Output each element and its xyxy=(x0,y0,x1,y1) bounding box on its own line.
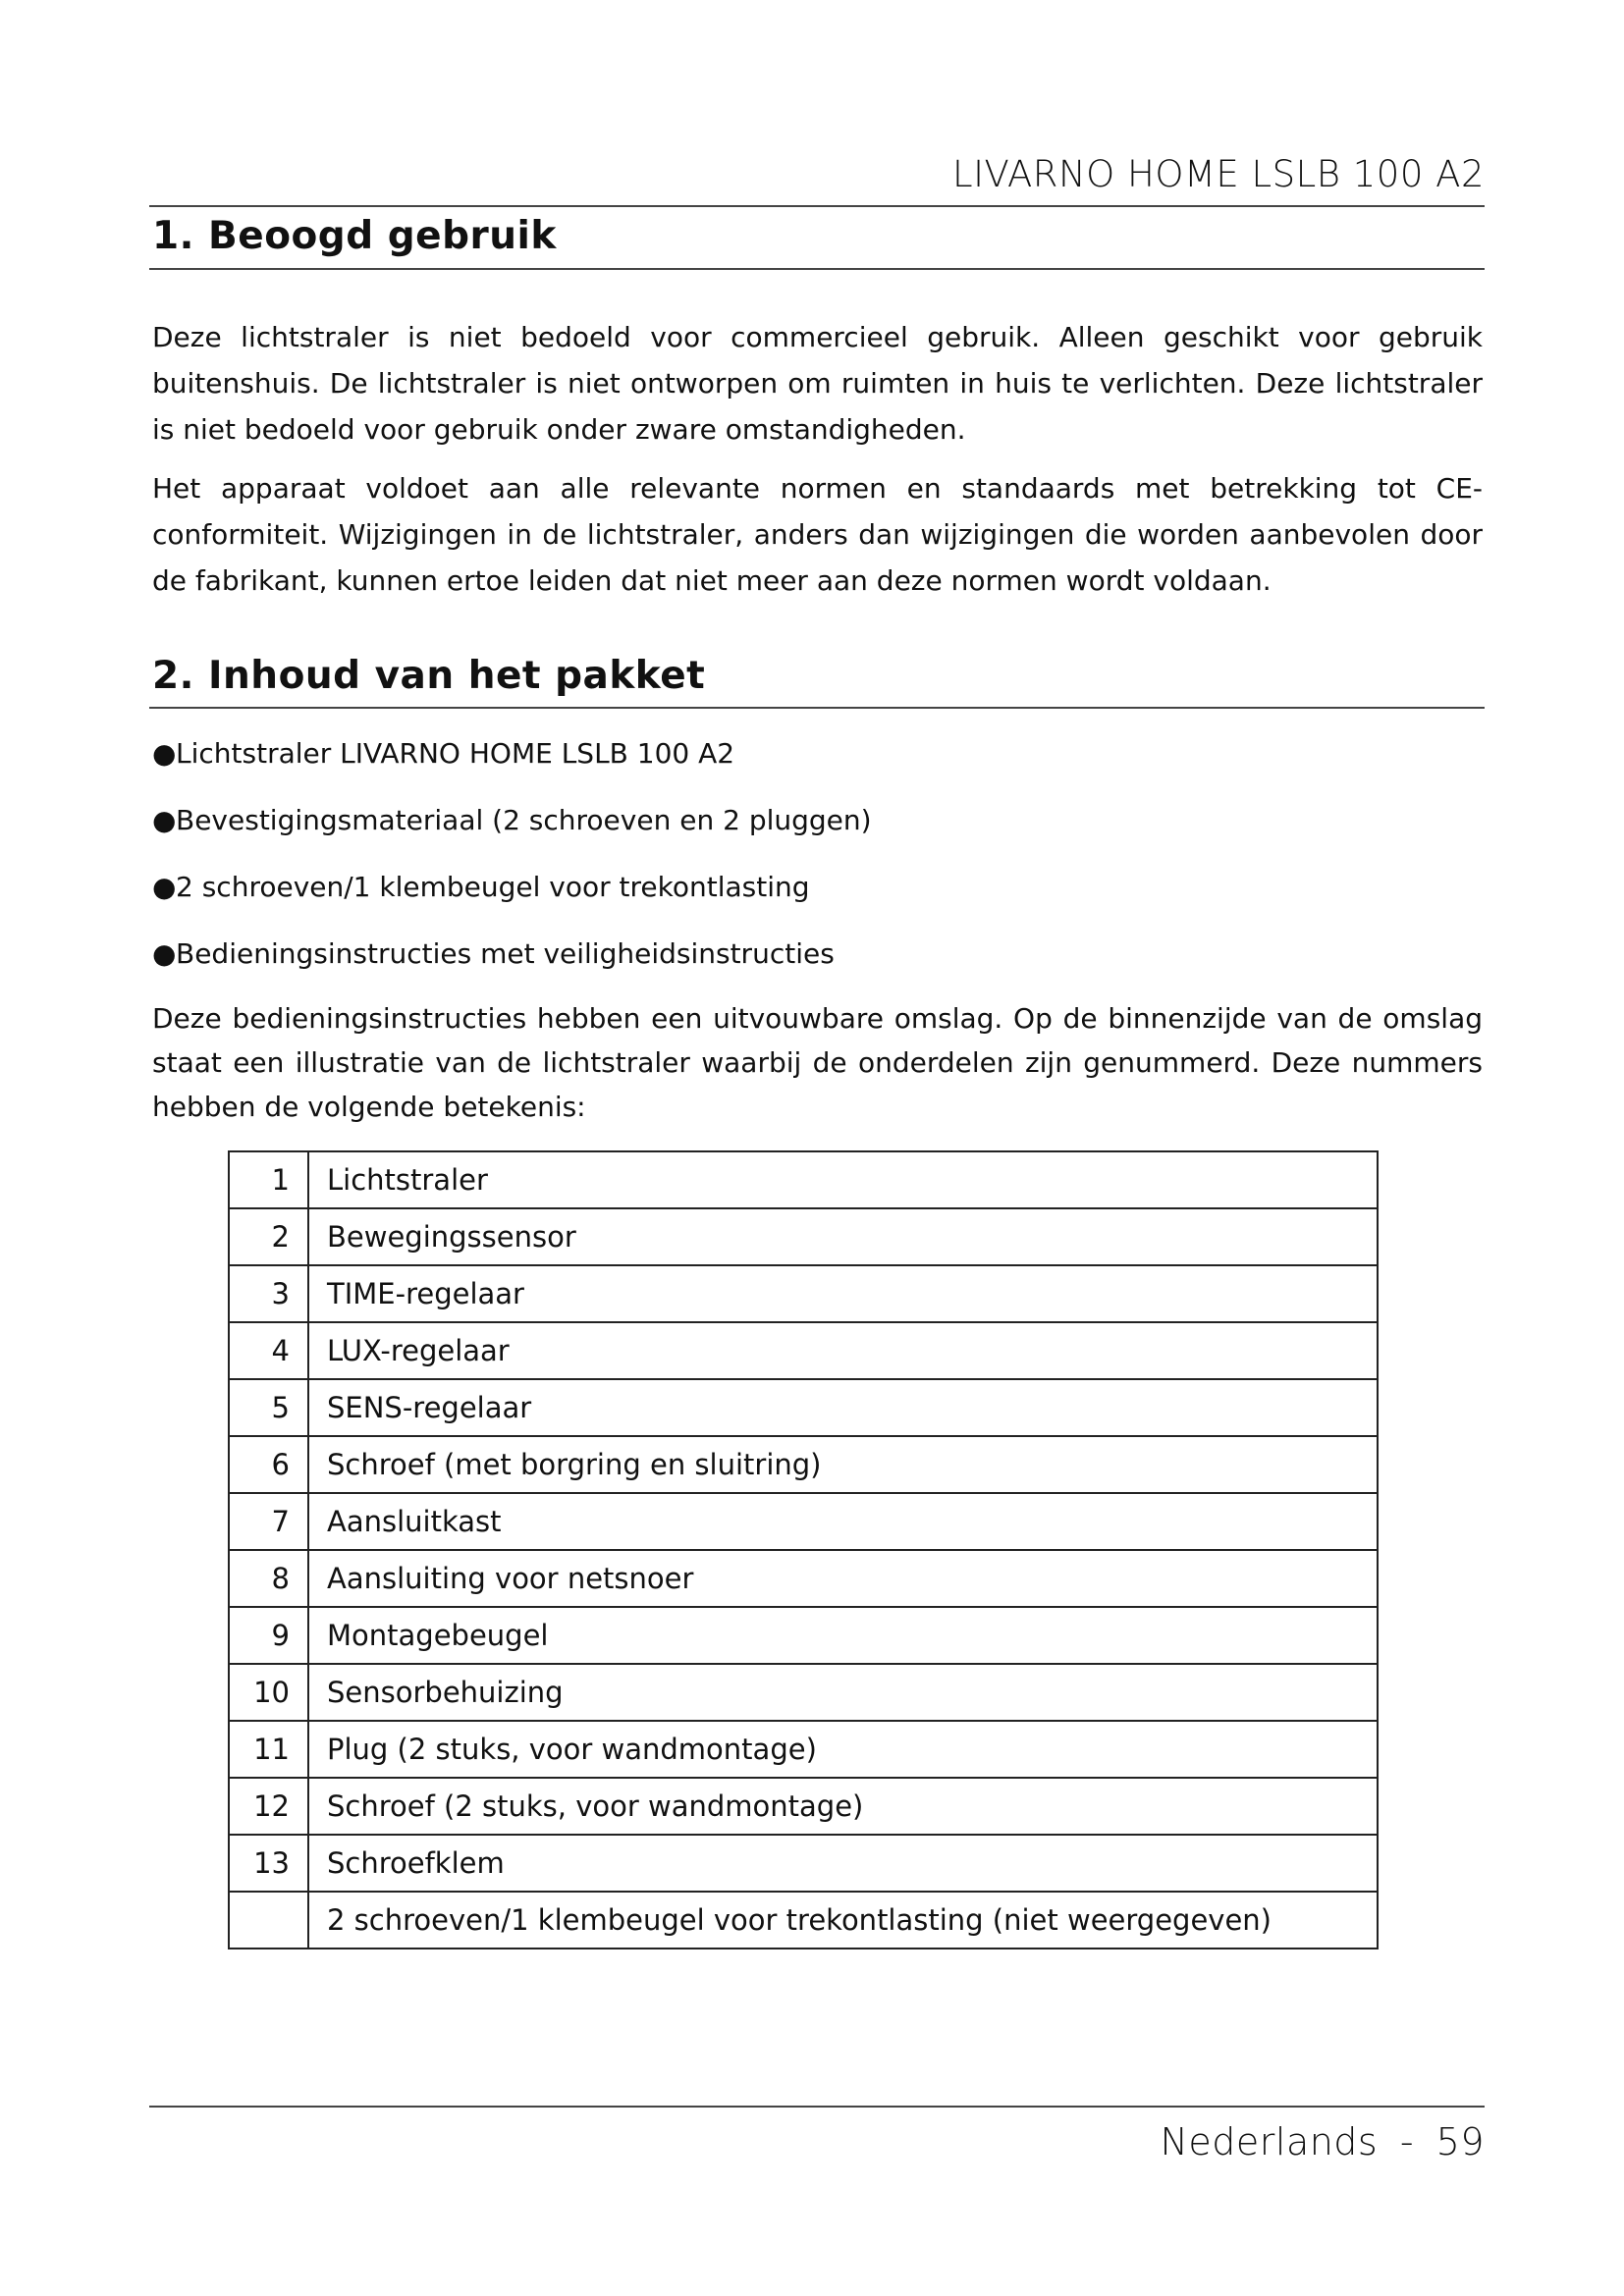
part-number: 7 xyxy=(229,1493,308,1550)
section-1-title: 1. Beoogd gebruik xyxy=(152,214,557,258)
part-number xyxy=(229,1892,308,1949)
page-number: 59 xyxy=(1435,2120,1485,2163)
part-number: 1 xyxy=(229,1151,308,1208)
part-number: 11 xyxy=(229,1721,308,1778)
footer-separator: - xyxy=(1399,2120,1415,2163)
list-item: ●Bedieningsinstructies met veiligheidsinstructies xyxy=(152,927,872,993)
part-number: 6 xyxy=(229,1436,308,1493)
table-row xyxy=(229,1778,1378,1835)
bullet-icon: ● xyxy=(152,737,177,770)
part-description: TIME-regelaar xyxy=(308,1265,1378,1322)
list-item: ●Bevestigingsmateriaal (2 schroeven en 2 pluggen) xyxy=(152,793,872,860)
part-description: Schroef (2 stuks, voor wandmontage) xyxy=(308,1778,1378,1835)
part-description: Montagebeugel xyxy=(308,1607,1378,1664)
package-contents-list xyxy=(152,726,872,993)
part-number: 10 xyxy=(229,1664,308,1721)
part-description: Aansluitkast xyxy=(308,1493,1378,1550)
part-number: 9 xyxy=(229,1607,308,1664)
footer-language: Nederlands xyxy=(1160,2120,1379,2163)
table-row xyxy=(229,1607,1378,1664)
table-row xyxy=(229,1892,1378,1949)
table-row xyxy=(229,1436,1378,1493)
list-item: ●2 schroeven/1 klembeugel voor trekontlasting xyxy=(152,860,872,927)
table-row xyxy=(229,1322,1378,1379)
header-rule xyxy=(149,205,1485,207)
section-1-rule xyxy=(149,268,1485,270)
bullet-icon: ● xyxy=(152,937,177,970)
part-description: LUX-regelaar xyxy=(308,1322,1378,1379)
section-2-title: 2. Inhoud van het pakket xyxy=(152,654,706,698)
part-description: Schroefklem xyxy=(308,1835,1378,1892)
part-number: 4 xyxy=(229,1322,308,1379)
part-number: 8 xyxy=(229,1550,308,1607)
bullet-icon: ● xyxy=(152,871,177,903)
part-number: 13 xyxy=(229,1835,308,1892)
part-description: Plug (2 stuks, voor wandmontage) xyxy=(308,1721,1378,1778)
footer-rule xyxy=(149,2106,1485,2108)
part-number: 12 xyxy=(229,1778,308,1835)
section-1-paragraph-2: Het apparaat voldoet aan alle relevante normen en standaards met betrekking tot CE-conformiteit. Wijzigingen in de lichtstraler, anders dan wijzigingen die worden aanbevolen door de fabrikant, kunnen ertoe leiden dat niet meer aan deze normen wordt voldaan. xyxy=(152,472,1483,597)
table-row xyxy=(229,1835,1378,1892)
table-row xyxy=(229,1208,1378,1265)
running-header: LIVARNO HOME LSLB 100 A2 xyxy=(952,153,1485,195)
list-item: ●Lichtstraler LIVARNO HOME LSLB 100 A2 xyxy=(152,726,872,793)
part-description: Sensorbehuizing xyxy=(308,1664,1378,1721)
part-description: SENS-regelaar xyxy=(308,1379,1378,1436)
section-2-rule xyxy=(149,707,1485,709)
table-row xyxy=(229,1721,1378,1778)
part-number: 2 xyxy=(229,1208,308,1265)
table-row xyxy=(229,1379,1378,1436)
parts-table xyxy=(228,1150,1379,1949)
part-description: Schroef (met borgring en sluitring) xyxy=(308,1436,1378,1493)
part-description: Aansluiting voor netsnoer xyxy=(308,1550,1378,1607)
bullet-icon: ● xyxy=(152,804,177,836)
page-footer xyxy=(149,2120,1485,2163)
part-description: Lichtstraler xyxy=(308,1151,1378,1208)
table-row xyxy=(229,1493,1378,1550)
part-description: 2 schroeven/1 klembeugel voor trekontlasting (niet weergegeven) xyxy=(308,1892,1378,1949)
table-row xyxy=(229,1151,1378,1208)
table-row xyxy=(229,1265,1378,1322)
part-number: 3 xyxy=(229,1265,308,1322)
parts-intro: Deze bedieningsinstructies hebben een uitvouwbare omslag. Op de binnenzijde van de omslag staat een illustratie van de lichtstraler waarbij de onderdelen zijn genummerd. Deze nummers hebben de volgende betekenis: xyxy=(152,1002,1483,1123)
table-row xyxy=(229,1664,1378,1721)
table-row xyxy=(229,1550,1378,1607)
part-number: 5 xyxy=(229,1379,308,1436)
section-1-paragraph-1: Deze lichtstraler is niet bedoeld voor commercieel gebruik. Alleen geschikt voor gebruik buitenshuis. De lichtstraler is niet ontworpen om ruimten in huis te verlichten. Deze lichtstraler is niet bedoeld voor gebruik onder zware omstandigheden. xyxy=(152,321,1483,446)
part-description: Bewegingssensor xyxy=(308,1208,1378,1265)
